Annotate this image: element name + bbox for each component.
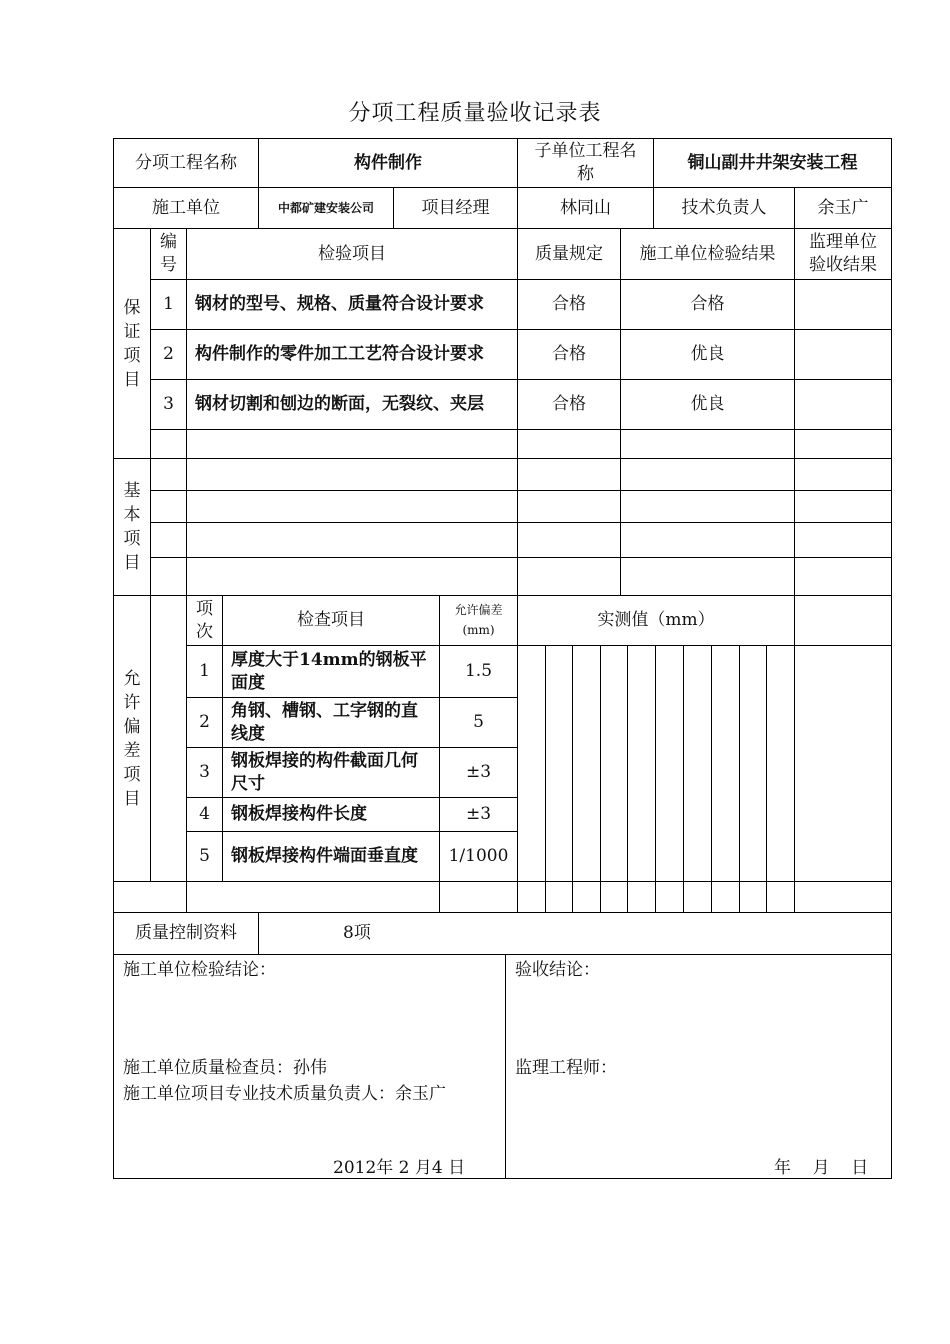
- guarantee-col-result: 施工单位检验结果: [639, 243, 776, 264]
- basic-section-label: 基本项目: [123, 481, 141, 573]
- tolerance-col-measured: 实测值（mm）: [597, 610, 715, 630]
- guarantee-col-supervisor: 监理单位验收结果: [809, 232, 877, 275]
- sub-unit-label: 子单位工程名称: [534, 141, 637, 184]
- row-item: 厚度大于14mm的钢板平面度: [231, 649, 427, 693]
- row-no: 1: [199, 661, 210, 681]
- tolerance-section-label: 允许偏差项目: [123, 668, 141, 809]
- row-result: 优良: [690, 344, 725, 364]
- qc-label: 质量控制资料: [135, 923, 237, 943]
- contractor-value: 中都矿建安装公司: [277, 201, 374, 215]
- row-item: 钢材切割和刨边的断面，无裂纹、夹层: [195, 394, 484, 414]
- manager-label: 项目经理: [421, 197, 490, 218]
- guarantee-section-label: 保证项目: [123, 297, 141, 390]
- row-standard: 合格: [552, 344, 586, 364]
- row-no: 4: [199, 804, 210, 824]
- contractor-inspector: 施工单位质量检查员：孙伟: [123, 1058, 327, 1078]
- tolerance-col-allow-text: 允许偏差: [454, 602, 503, 617]
- guarantee-col-standard: 质量规定: [535, 243, 603, 264]
- row-no: 2: [199, 712, 210, 732]
- row-no: 3: [163, 394, 174, 414]
- guarantee-col-no: 编号: [160, 232, 177, 275]
- row-standard: 合格: [552, 294, 586, 314]
- row-item: 钢板焊接的构件截面几何尺寸: [231, 750, 418, 794]
- row-no: 3: [199, 762, 210, 782]
- guarantee-col-item: 检验项目: [318, 243, 386, 264]
- tech-label: 技术负责人: [681, 197, 767, 218]
- tolerance-col-allow: [440, 596, 517, 645]
- acceptance-date: 年 月 日: [774, 1158, 869, 1178]
- row-allow: 1.5: [464, 661, 493, 681]
- tolerance-col-item: 检查项目: [297, 610, 365, 630]
- tech-value: 余玉广: [817, 197, 869, 218]
- row-item: 角钢、槽钢、工字钢的直线度: [231, 700, 418, 744]
- row-result: 优良: [690, 394, 725, 414]
- supervisor-engineer: 监理工程师：: [515, 1058, 617, 1078]
- manager-value: 林同山: [560, 197, 611, 218]
- row-result: 合格: [690, 294, 725, 314]
- row-no: 5: [199, 846, 210, 866]
- item-name-label: 分项工程名称: [135, 152, 237, 173]
- contractor-label: 施工单位: [152, 197, 220, 218]
- sub-unit-value: 铜山副井井架安装工程: [687, 152, 858, 173]
- row-no: 1: [163, 294, 174, 314]
- contractor-date: 2012年 2 月4 日: [333, 1158, 466, 1178]
- row-allow: 1/1000: [448, 846, 509, 866]
- tolerance-col-allow-unit: (mm): [462, 622, 495, 637]
- qc-value: 8项: [343, 923, 371, 943]
- row-allow: ±3: [465, 804, 492, 824]
- row-item: 钢材的型号、规格、质量符合设计要求: [195, 294, 484, 314]
- row-no: 2: [163, 344, 174, 364]
- contractor-conclusion-title: 施工单位检验结论：: [123, 960, 276, 980]
- row-item: 钢板焊接构件长度: [231, 804, 367, 824]
- row-standard: 合格: [552, 394, 586, 414]
- contractor-tech-lead: 施工单位项目专业技术质量负责人：余玉广: [123, 1084, 446, 1104]
- tolerance-col-no: 项次: [196, 598, 213, 642]
- row-item: 构件制作的零件加工工艺符合设计要求: [195, 344, 484, 364]
- item-name-value: 构件制作: [354, 152, 422, 173]
- row-item: 钢板焊接构件端面垂直度: [231, 846, 418, 866]
- page-title: 分项工程质量验收记录表: [348, 101, 602, 126]
- acceptance-conclusion-title: 验收结论：: [515, 960, 600, 980]
- row-allow: ±3: [465, 762, 492, 782]
- row-allow: 5: [473, 712, 484, 732]
